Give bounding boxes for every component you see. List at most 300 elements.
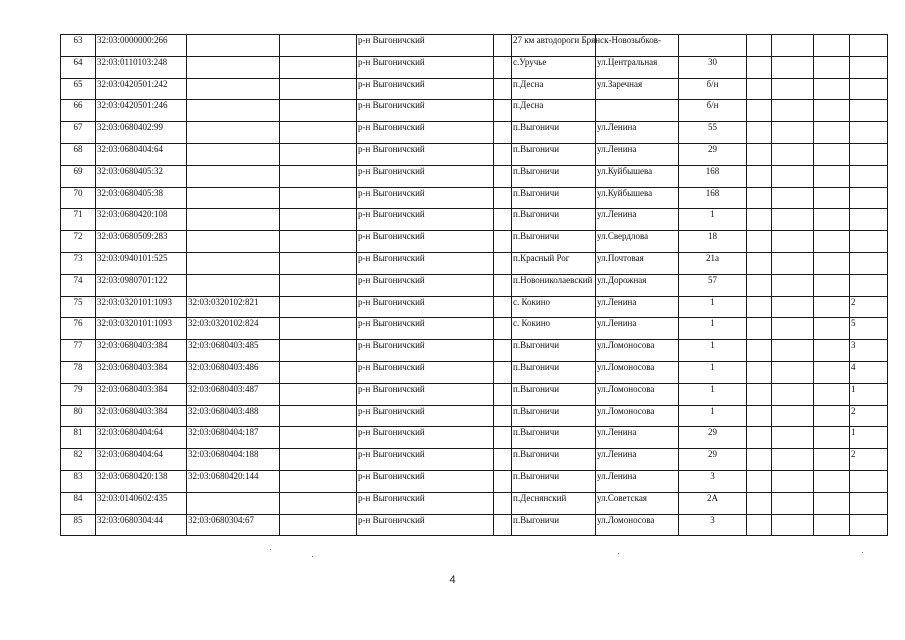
empty-cell [494,143,512,165]
linked-cadastral-number-cell: 32:03:0680404:188 [187,449,280,471]
empty-cell [747,383,772,405]
linked-cadastral-number-cell: 32:03:0320102:821 [187,296,280,318]
table-row [61,209,888,231]
row-number-cell: 76 [61,318,96,340]
street-cell: ул.Центральная [596,56,679,78]
linked-cadastral-number-cell: 32:03:0680404:187 [187,427,280,449]
district-cell: р-н Выгоничский [357,340,494,362]
house-number-cell: 18 [679,231,747,253]
locality-cell: п.Выгоничи [512,427,596,449]
street-cell: ул.Ломоносова [596,405,679,427]
cadastral-number-cell: 32:03:0680405:32 [96,165,187,187]
table-row [61,274,888,296]
house-number-cell: 29 [679,143,747,165]
empty-cell [494,231,512,253]
empty-cell [494,209,512,231]
cadastral-number-cell: 32:03:0680509:283 [96,231,187,253]
cadastral-number-cell: 32:03:0940101:525 [96,252,187,274]
linked-cadastral-number-cell [187,78,280,100]
row-number-cell: 71 [61,209,96,231]
cadastral-number-cell: 32:03:0680404:64 [96,427,187,449]
street-cell: ул.Куйбышева [596,187,679,209]
empty-cell [814,405,850,427]
empty-cell [494,340,512,362]
apartment-number-cell: 2 [850,449,888,471]
empty-cell [494,405,512,427]
empty-cell [280,296,357,318]
locality-cell: п.Выгоничи [512,187,596,209]
empty-cell [772,427,814,449]
table-row [61,56,888,78]
cadastral-number-cell: 32:03:0980701:122 [96,274,187,296]
empty-cell [280,340,357,362]
cadastral-number-cell: 32:03:0680420:138 [96,470,187,492]
empty-cell [814,143,850,165]
empty-cell [772,209,814,231]
apartment-number-cell [850,143,888,165]
house-number-cell: 168 [679,165,747,187]
street-cell: ул.Ленина [596,296,679,318]
district-cell: р-н Выгоничский [357,122,494,144]
linked-cadastral-number-cell: 32:03:0680403:485 [187,340,280,362]
house-number-cell: 30 [679,56,747,78]
apartment-number-cell [850,100,888,122]
linked-cadastral-number-cell [187,252,280,274]
house-number-cell: 2А [679,492,747,514]
table-row [61,187,888,209]
linked-cadastral-number-cell: 32:03:0680403:486 [187,361,280,383]
empty-cell [494,78,512,100]
locality-cell: п.Десна [512,100,596,122]
apartment-number-cell [850,274,888,296]
empty-cell [747,56,772,78]
linked-cadastral-number-cell: 32:03:0680420:144 [187,470,280,492]
empty-cell [772,340,814,362]
house-number-cell: 29 [679,449,747,471]
scan-speck [862,552,863,553]
house-number-cell: 57 [679,274,747,296]
row-number-cell: 74 [61,274,96,296]
street-cell: ул.Свердлова [596,231,679,253]
district-cell: р-н Выгоничский [357,78,494,100]
cadastral-number-cell: 32:03:0680404:64 [96,449,187,471]
cadastral-number-cell: 32:03:0680403:384 [96,340,187,362]
locality-cell: п.Выгоничи [512,449,596,471]
row-number-cell: 69 [61,165,96,187]
apartment-number-cell [850,209,888,231]
table-row [61,514,888,536]
row-number-cell: 64 [61,56,96,78]
locality-cell: п.Выгоничи [512,209,596,231]
table-row [61,361,888,383]
table-row [61,252,888,274]
row-number-cell: 84 [61,492,96,514]
locality-cell: п.Выгоничи [512,143,596,165]
linked-cadastral-number-cell: 32:03:0680304:67 [187,514,280,536]
empty-cell [494,122,512,144]
row-number-cell: 67 [61,122,96,144]
locality-cell: с.Уручье [512,56,596,78]
empty-cell [814,78,850,100]
row-number-cell: 83 [61,470,96,492]
cadastral-number-cell: 32:03:0680420:108 [96,209,187,231]
empty-cell [494,514,512,536]
locality-cell: п.Выгоничи [512,383,596,405]
row-number-cell: 75 [61,296,96,318]
empty-cell [494,56,512,78]
apartment-number-cell: 2 [850,296,888,318]
district-cell: р-н Выгоничский [357,56,494,78]
empty-cell [747,492,772,514]
street-cell: ул.Ленина [596,449,679,471]
empty-cell [747,122,772,144]
cadastral-number-cell: 32:03:0420501:242 [96,78,187,100]
empty-cell [280,165,357,187]
row-number-cell: 78 [61,361,96,383]
empty-cell [747,405,772,427]
locality-cell: п.Выгоничи [512,340,596,362]
row-number-cell: 85 [61,514,96,536]
empty-cell [772,35,814,57]
linked-cadastral-number-cell: 32:03:0320102:824 [187,318,280,340]
district-cell: р-н Выгоничский [357,470,494,492]
locality-cell: п.Выгоничи [512,122,596,144]
empty-cell [494,274,512,296]
row-number-cell: 73 [61,252,96,274]
empty-cell [814,187,850,209]
empty-cell [747,427,772,449]
empty-cell [747,35,772,57]
row-number-cell: 80 [61,405,96,427]
locality-cell: п.Выгоничи [512,405,596,427]
table-row [61,470,888,492]
cadastral-number-cell: 32:03:0680405:38 [96,187,187,209]
empty-cell [280,78,357,100]
cadastral-number-cell: 32:03:0680403:384 [96,361,187,383]
empty-cell [747,340,772,362]
empty-cell [494,427,512,449]
district-cell: р-н Выгоничский [357,383,494,405]
district-cell: р-н Выгоничский [357,100,494,122]
street-cell: ул.Заречная [596,78,679,100]
apartment-number-cell [850,514,888,536]
empty-cell [814,231,850,253]
row-number-cell: 63 [61,35,96,57]
cadastral-number-cell: 32:03:0680304:44 [96,514,187,536]
empty-cell [814,122,850,144]
empty-cell [494,165,512,187]
empty-cell [494,383,512,405]
empty-cell [814,318,850,340]
house-number-cell: 1 [679,383,747,405]
empty-cell [772,405,814,427]
empty-cell [772,165,814,187]
empty-cell [814,56,850,78]
linked-cadastral-number-cell: 32:03:0680403:488 [187,405,280,427]
empty-cell [772,449,814,471]
empty-cell [280,361,357,383]
empty-cell [814,274,850,296]
street-cell: ул.Ленина [596,143,679,165]
empty-cell [747,449,772,471]
property-register-table [60,34,888,536]
street-cell: ул.Ленина [596,470,679,492]
table-row [61,492,888,514]
linked-cadastral-number-cell [187,274,280,296]
locality-cell: 27 км автодороги Брянск-Новозыбков- [512,35,596,57]
apartment-number-cell: 3 [850,340,888,362]
empty-cell [280,470,357,492]
linked-cadastral-number-cell [187,122,280,144]
apartment-number-cell [850,78,888,100]
district-cell: р-н Выгоничский [357,231,494,253]
scan-speck [618,553,619,554]
district-cell: р-н Выгоничский [357,143,494,165]
table-row [61,340,888,362]
empty-cell [280,492,357,514]
empty-cell [814,252,850,274]
empty-cell [494,296,512,318]
district-cell: р-н Выгоничский [357,492,494,514]
cadastral-number-cell: 32:03:0680402:99 [96,122,187,144]
street-cell: ул.Дорожная [596,274,679,296]
house-number-cell: 1 [679,296,747,318]
table-body [61,35,888,536]
empty-cell [747,143,772,165]
linked-cadastral-number-cell [187,231,280,253]
linked-cadastral-number-cell [187,492,280,514]
empty-cell [814,492,850,514]
empty-cell [772,383,814,405]
empty-cell [280,122,357,144]
linked-cadastral-number-cell [187,187,280,209]
empty-cell [494,492,512,514]
table-row [61,318,888,340]
row-number-cell: 81 [61,427,96,449]
apartment-number-cell [850,122,888,144]
apartment-number-cell [850,470,888,492]
locality-cell: п.Красный Рог [512,252,596,274]
empty-cell [747,209,772,231]
empty-cell [814,361,850,383]
cadastral-number-cell: 32:03:0420501:246 [96,100,187,122]
empty-cell [280,143,357,165]
page-number: 4 [449,574,456,586]
apartment-number-cell: 4 [850,361,888,383]
street-cell: ул.Почтовая [596,252,679,274]
locality-cell: с. Кокино [512,318,596,340]
empty-cell [494,35,512,57]
scan-speck [312,556,313,557]
table-row [61,231,888,253]
apartment-number-cell: 1 [850,427,888,449]
apartment-number-cell: 2 [850,405,888,427]
empty-cell [747,514,772,536]
street-cell: ул.Куйбышева [596,165,679,187]
district-cell: р-н Выгоничский [357,318,494,340]
empty-cell [814,514,850,536]
apartment-number-cell [850,35,888,57]
empty-cell [814,470,850,492]
empty-cell [772,56,814,78]
locality-cell: п.Деснянский [512,492,596,514]
cadastral-number-cell: 32:03:0320101:1093 [96,296,187,318]
empty-cell [280,383,357,405]
apartment-number-cell: 5 [850,318,888,340]
table-row [61,165,888,187]
house-number-cell: б/н [679,100,747,122]
linked-cadastral-number-cell [187,35,280,57]
locality-cell: п.Выгоничи [512,470,596,492]
linked-cadastral-number-cell [187,143,280,165]
empty-cell [772,252,814,274]
house-number-cell: 1 [679,405,747,427]
cadastral-number-cell: 32:03:0320101:1093 [96,318,187,340]
locality-cell: п.Выгоничи [512,514,596,536]
empty-cell [814,383,850,405]
empty-cell [747,361,772,383]
linked-cadastral-number-cell [187,165,280,187]
apartment-number-cell: 1 [850,383,888,405]
district-cell: р-н Выгоничский [357,449,494,471]
empty-cell [280,427,357,449]
district-cell: р-н Выгоничский [357,187,494,209]
empty-cell [747,318,772,340]
empty-cell [280,274,357,296]
empty-cell [494,449,512,471]
empty-cell [814,165,850,187]
empty-cell [772,187,814,209]
empty-cell [280,187,357,209]
locality-cell: п.Выгоничи [512,361,596,383]
house-number-cell: 168 [679,187,747,209]
house-number-cell: 21а [679,252,747,274]
empty-cell [772,274,814,296]
empty-cell [772,143,814,165]
apartment-number-cell [850,231,888,253]
row-number-cell: 68 [61,143,96,165]
empty-cell [814,427,850,449]
empty-cell [747,296,772,318]
locality-cell: п.Выгоничи [512,231,596,253]
district-cell: р-н Выгоничский [357,296,494,318]
empty-cell [280,231,357,253]
street-cell: ул.Ленина [596,427,679,449]
street-cell: ул.Ломоносова [596,514,679,536]
empty-cell [747,100,772,122]
district-cell: р-н Выгоничский [357,514,494,536]
house-number-cell: 1 [679,318,747,340]
linked-cadastral-number-cell [187,209,280,231]
empty-cell [280,56,357,78]
empty-cell [280,405,357,427]
empty-cell [494,187,512,209]
street-cell [596,100,679,122]
cadastral-number-cell: 32:03:0680403:384 [96,383,187,405]
street-cell: ул.Ленина [596,122,679,144]
empty-cell [772,122,814,144]
house-number-cell: 1 [679,340,747,362]
district-cell: р-н Выгоничский [357,405,494,427]
district-cell: р-н Выгоничский [357,35,494,57]
table-row [61,427,888,449]
house-number-cell: 55 [679,122,747,144]
linked-cadastral-number-cell [187,56,280,78]
street-cell: ул.Ленина [596,209,679,231]
table-row [61,405,888,427]
empty-cell [747,274,772,296]
apartment-number-cell [850,56,888,78]
table-row [61,100,888,122]
empty-cell [494,100,512,122]
row-number-cell: 79 [61,383,96,405]
cadastral-number-cell: 32:03:0680403:384 [96,405,187,427]
table-row [61,35,888,57]
district-cell: р-н Выгоничский [357,252,494,274]
empty-cell [280,35,357,57]
house-number-cell: 1 [679,209,747,231]
cadastral-number-cell: 32:03:0000000:266 [96,35,187,57]
empty-cell [772,492,814,514]
table-row [61,296,888,318]
empty-cell [772,470,814,492]
street-cell: ул.Ломоносова [596,340,679,362]
locality-cell: с. Кокино [512,296,596,318]
row-number-cell: 66 [61,100,96,122]
empty-cell [772,78,814,100]
table-row [61,78,888,100]
empty-cell [772,231,814,253]
row-number-cell: 70 [61,187,96,209]
empty-cell [494,470,512,492]
locality-cell: п.Выгоничи [512,165,596,187]
empty-cell [772,514,814,536]
cadastral-number-cell: 32:03:0140602:435 [96,492,187,514]
scan-speck [270,549,271,550]
empty-cell [747,187,772,209]
row-number-cell: 77 [61,340,96,362]
cadastral-number-cell: 32:03:0110103:248 [96,56,187,78]
empty-cell [814,449,850,471]
locality-cell: п.Десна [512,78,596,100]
district-cell: р-н Выгоничский [357,361,494,383]
street-cell: ул.Ломоносова [596,383,679,405]
empty-cell [814,100,850,122]
empty-cell [280,449,357,471]
table-row [61,449,888,471]
apartment-number-cell [850,165,888,187]
district-cell: р-н Выгоничский [357,209,494,231]
empty-cell [747,470,772,492]
empty-cell [280,318,357,340]
empty-cell [494,361,512,383]
empty-cell [814,209,850,231]
empty-cell [772,318,814,340]
empty-cell [814,296,850,318]
house-number-cell: 29 [679,427,747,449]
house-number-cell: 3 [679,514,747,536]
apartment-number-cell [850,252,888,274]
house-number-cell [679,35,747,57]
empty-cell [747,252,772,274]
row-number-cell: 65 [61,78,96,100]
street-cell: ул.Ленина [596,318,679,340]
empty-cell [494,318,512,340]
empty-cell [772,296,814,318]
house-number-cell: 3 [679,470,747,492]
table-row [61,122,888,144]
table-row [61,383,888,405]
